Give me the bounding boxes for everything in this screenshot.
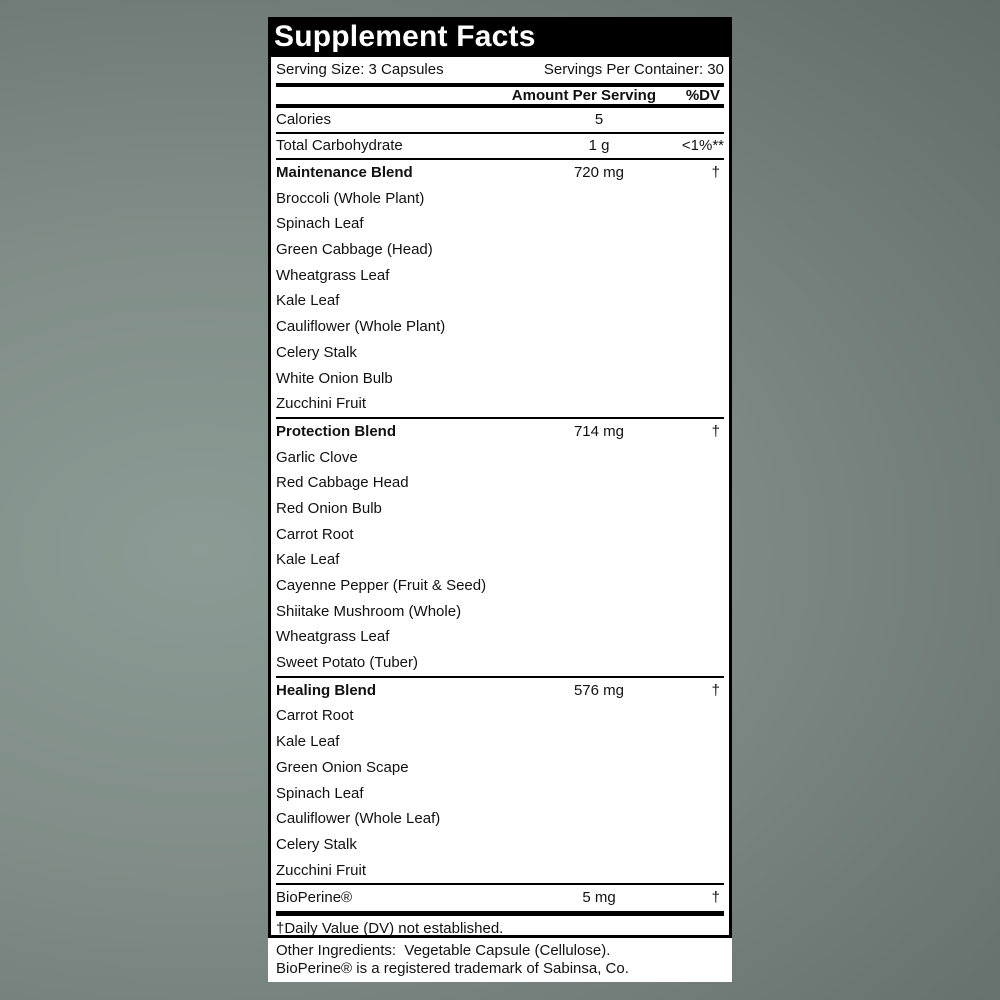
ingredient-row: Cauliflower (Whole Leaf) [276,810,441,828]
panel-title: Supplement Facts [271,17,729,57]
blend-header-row: Maintenance Blend 720 mg † [276,164,720,181]
supplement-facts-panel [268,17,732,938]
blend-header-row: Protection Blend 714 mg † [276,422,720,440]
serving-info [276,57,724,83]
column-header-row [276,87,724,104]
servings-per-container: Servings Per Container: 30 [543,61,724,78]
ingredient-row: Red Cabbage Head [276,474,409,492]
ingredient-row: Garlic Clove [276,448,358,466]
carbohydrate-row: Total Carbohydrate 1 g <1%** [276,137,724,154]
blend-maintenance [276,160,724,417]
ingredient-row: Celery Stalk [276,343,357,361]
ingredient-row: White Onion Bulb [276,369,393,387]
panel-body [276,57,724,942]
ingredient-row: Kale Leaf [276,733,340,751]
ingredient-row: Zucchini Fruit [276,395,367,413]
ingredient-row: Green Cabbage (Head) [276,241,433,259]
ingredient-row: Shiitake Mushroom (Whole) [276,602,462,620]
ingredient-row: Wheatgrass Leaf [276,628,390,646]
blend-protection [276,419,724,676]
ingredient-row: Sweet Potato (Tuber) [276,654,419,672]
calories-row: Calories 5 [276,111,604,128]
ingredient-row: Kale Leaf [276,551,340,569]
dv-footnote: †Daily Value (DV) not established. [276,919,504,937]
ingredient-row: Carrot Root [276,707,354,725]
other-ingredients-text: Other Ingredients: Vegetable Capsule (Cellulose). [276,942,611,959]
supplement-facts-card [268,17,732,982]
ingredient-row: Green Onion Scape [276,758,409,776]
ingredient-row: Celery Stalk [276,835,357,853]
ingredient-row: Wheatgrass Leaf [276,266,390,284]
ingredient-row: Cauliflower (Whole Plant) [276,318,446,336]
blend-healing [276,678,724,884]
bioperine-row: BioPerine® 5 mg † [276,889,720,907]
other-ingredients [276,942,629,978]
ingredient-row: Carrot Root [276,525,354,543]
blend-header-row: Healing Blend 576 mg † [276,681,720,699]
dv-column-header: %DV [685,87,720,104]
serving-size: Serving Size: 3 Capsules [276,61,444,78]
ingredient-row: Broccoli (Whole Plant) [276,189,425,207]
ingredient-row: Spinach Leaf [276,784,364,802]
ingredient-row: Cayenne Pepper (Fruit & Seed) [276,577,487,594]
ingredient-row: Spinach Leaf [276,215,364,233]
trademark-text: BioPerine® is a registered trademark of Sabinsa, Co. [276,960,629,977]
ingredient-row: Kale Leaf [276,292,340,310]
ingredient-row: Red Onion Bulb [276,499,382,517]
amount-column-header: Amount Per Serving [511,87,656,104]
ingredient-row: Zucchini Fruit [276,861,367,879]
